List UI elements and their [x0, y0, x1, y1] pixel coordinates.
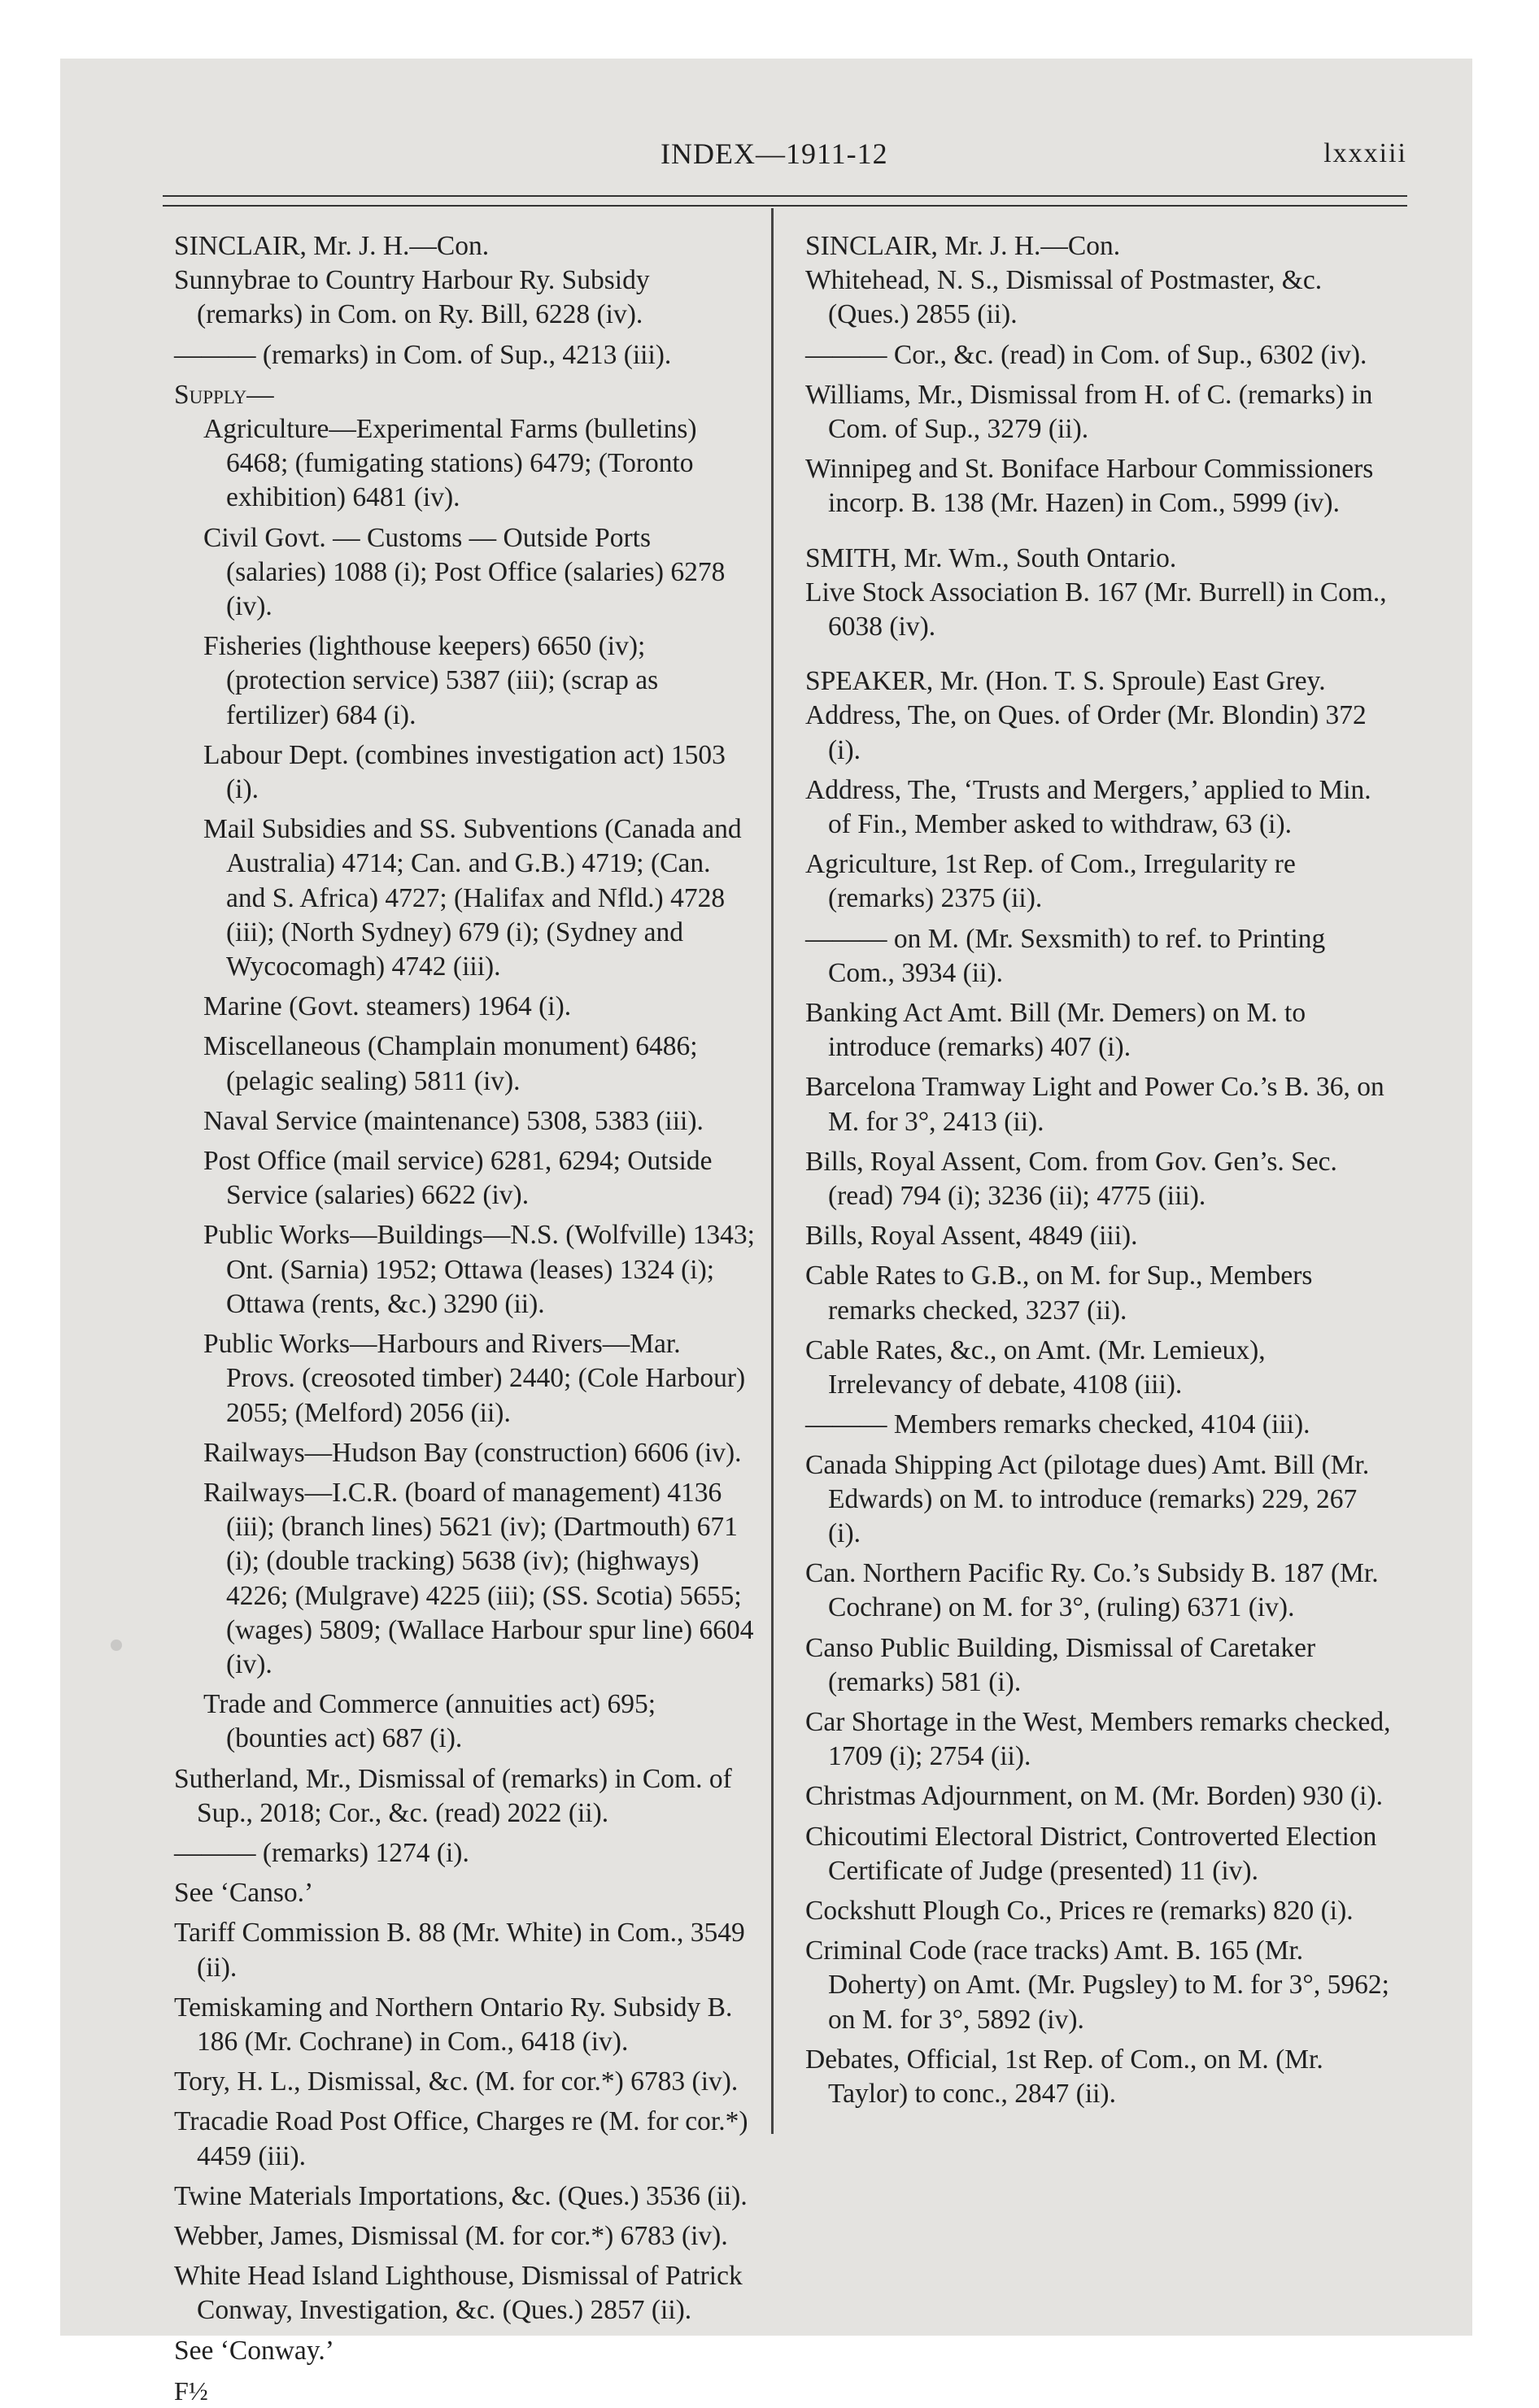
- index-entry: Winnipeg and St. Boniface Harbour Commissioners incorp. B. 138 (Mr. Hazen) in Com., 5999 (iv).: [805, 454, 1374, 519]
- index-entry: Webber, James, Dismissal (M. for cor.*) 6783 (iv).: [174, 2220, 728, 2251]
- index-entry: Civil Govt. — Customs — Outside Ports (salaries) 1088 (i); Post Office (salaries) 6278 (iv).: [203, 522, 726, 622]
- index-entry: Banking Act Amt. Bill (Mr. Demers) on M. to introduce (remarks) 407 (i).: [805, 998, 1306, 1063]
- index-entry: Whitehead, N. S., Dismissal of Postmaster, &c. (Ques.) 2855 (ii).: [805, 265, 1323, 330]
- index-entry: ——— on M. (Mr. Sexsmith) to ref. to Printing Com., 3934 (ii).: [805, 923, 1326, 988]
- running-title: INDEX—1911-12: [661, 137, 888, 170]
- left-bottom-list: [174, 1762, 755, 2368]
- index-entry: Live Stock Association B. 167 (Mr. Burrell) in Com., 6038 (iv).: [805, 577, 1387, 642]
- index-entry: Cockshutt Plough Co., Prices re (remarks) 820 (i).: [805, 1895, 1354, 1926]
- index-entry: Chicoutimi Electoral District, Controverted Election Certificate of Judge (presented) 11 (iv).: [805, 1821, 1377, 1886]
- index-entry: Cable Rates, &c., on Amt. (Mr. Lemieux), Irrelevancy of debate, 4108 (iii).: [805, 1335, 1266, 1400]
- speaker-heading: SPEAKER, Mr. (Hon. T. S. Sproule) East Grey.: [805, 666, 1326, 697]
- index-entry: Temiskaming and Northern Ontario Ry. Subsidy B. 186 (Mr. Cochrane) in Com., 6418 (iv).: [174, 1992, 733, 2057]
- index-entry: Williams, Mr., Dismissal from H. of C. (remarks) in Com. of Sup., 3279 (ii).: [805, 379, 1373, 445]
- index-entry: Twine Materials Importations, &c. (Ques.) 3536 (ii).: [174, 2180, 748, 2211]
- index-entry: See ‘Canso.’: [174, 1878, 314, 1909]
- index-entry: Can. Northern Pacific Ry. Co.’s Subsidy B. 187 (Mr. Cochrane) on M. for 3°, (ruling) 6371 (iv).: [805, 1558, 1379, 1623]
- index-entry: Barcelona Tramway Light and Power Co.’s B. 36, on M. for 3°, 2413 (ii).: [805, 1072, 1384, 1137]
- index-entry: See ‘Conway.’: [174, 2335, 334, 2366]
- index-entry: Naval Service (maintenance) 5308, 5383 (iii).: [203, 1105, 704, 1136]
- speaker-list: [805, 699, 1391, 2111]
- supply-list: [174, 412, 755, 1757]
- index-heading: SINCLAIR, Mr. J. H.—Con.: [174, 231, 490, 261]
- index-entry: Address, The, ‘Trusts and Mergers,’ applied to Min. of Fin., Member asked to withdraw, 63 (i).: [805, 774, 1371, 840]
- header-rule-top: [163, 195, 1407, 197]
- index-entry: Sunnybrae to Country Harbour Ry. Subsidy (remarks) in Com. on Ry. Bill, 6228 (iv).: [174, 265, 650, 330]
- index-entry: Railways—I.C.R. (board of management) 4136 (iii); (branch lines) 5621 (iv); (Dartmouth) 671 (i); (double tracking) 5638 (iv); (highways) 4226; (Mulgrave) 4225 (iii); (SS. Scotia) 5655; (wages) 5809; (Wallace Harbour spur line) 6604 (iv).: [203, 1477, 754, 1679]
- index-entry: Labour Dept. (combines investigation act) 1503 (i).: [203, 739, 726, 805]
- index-entry: Sutherland, Mr., Dismissal of (remarks) in Com. of Sup., 2018; Cor., &c. (read) 2022 (ii).: [174, 1763, 732, 1828]
- index-entry: Trade and Commerce (annuities act) 695; (bounties act) 687 (i).: [203, 1689, 656, 1754]
- index-entry: Christmas Adjournment, on M. (Mr. Borden) 930 (i).: [805, 1781, 1383, 1812]
- sinclair-list: [805, 263, 1391, 520]
- index-entry: Bills, Royal Assent, Com. from Gov. Gen’s. Sec. (read) 794 (i); 3236 (ii); 4775 (iii).: [805, 1146, 1337, 1212]
- index-entry: Public Works—Harbours and Rivers—Mar. Provs. (creosoted timber) 2440; (Cole Harbour) 2055; (Melford) 2056 (ii).: [203, 1329, 746, 1428]
- index-entry: Tory, H. L., Dismissal, &c. (M. for cor.*) 6783 (iv).: [174, 2066, 739, 2097]
- index-entry: Car Shortage in the West, Members remarks checked, 1709 (i); 2754 (ii).: [805, 1706, 1391, 1772]
- margin-speck: [111, 1639, 122, 1651]
- index-entry: Miscellaneous (Champlain monument) 6486; (pelagic sealing) 5811 (iv).: [203, 1031, 698, 1096]
- index-entry: Address, The, on Ques. of Order (Mr. Blondin) 372 (i).: [805, 700, 1367, 765]
- index-entry: Post Office (mail service) 6281, 6294; Outside Service (salaries) 6622 (iv).: [203, 1146, 713, 1211]
- index-entry: Bills, Royal Assent, 4849 (iii).: [805, 1221, 1138, 1252]
- index-entry: ——— Members remarks checked, 4104 (iii).: [805, 1409, 1310, 1440]
- right-column: [805, 229, 1391, 2117]
- index-entry: Marine (Govt. steamers) 1964 (i).: [203, 991, 572, 1022]
- index-entry: Canada Shipping Act (pilotage dues) Amt. Bill (Mr. Edwards) on M. to introduce (remarks) 229, 267 (i).: [805, 1449, 1370, 1548]
- index-entry: Criminal Code (race tracks) Amt. B. 165 (Mr. Doherty) on Amt. (Mr. Pugsley) to M. for 3°, 5962; on M. for 3°, 5892 (iv).: [805, 1936, 1389, 2035]
- signature-mark: F½: [174, 2375, 208, 2406]
- column-divider: [771, 208, 774, 2134]
- header-rule-bottom: [163, 205, 1407, 207]
- smith-list: [805, 576, 1391, 644]
- page-number: lxxxiii: [1323, 138, 1407, 168]
- index-entry: Canso Public Building, Dismissal of Caretaker (remarks) 581 (i).: [805, 1632, 1316, 1697]
- index-entry: Public Works—Buildings—N.S. (Wolfville) 1343; Ont. (Sarnia) 1952; Ottawa (leases) 1324 (i); Ottawa (rents, &c.) 3290 (ii).: [203, 1220, 755, 1319]
- index-entry: Debates, Official, 1st Rep. of Com., on M. (Mr. Taylor) to conc., 2847 (ii).: [805, 2044, 1323, 2109]
- index-entry: Tariff Commission B. 88 (Mr. White) in Com., 3549 (ii).: [174, 1918, 745, 1983]
- index-entry: Cable Rates to G.B., on M. for Sup., Members remarks checked, 3237 (ii).: [805, 1261, 1313, 1326]
- index-entry: Agriculture—Experimental Farms (bulletins) 6468; (fumigating stations) 6479; (Toronto exhibition) 6481 (iv).: [203, 414, 697, 513]
- index-entry: Tracadie Road Post Office, Charges re (M. for cor.*) 4459 (iii).: [174, 2106, 748, 2171]
- index-entry: Mail Subsidies and SS. Subventions (Canada and Australia) 4714; Can. and G.B.) 4719; (Can. and S. Africa) 4727; (Halifax and Nfld.) 4728 (iii); (North Sydney) 679 (i); (Sydney and Wycocomagh) 4742 (iii).: [203, 814, 742, 982]
- index-entry: Agriculture, 1st Rep. of Com., Irregularity re (remarks) 2375 (ii).: [805, 849, 1296, 914]
- index-entry: ——— (remarks) in Com. of Sup., 4213 (iii).: [174, 339, 672, 370]
- index-entry: White Head Island Lighthouse, Dismissal of Patrick Conway, Investigation, &c. (Ques.) 2857 (ii).: [174, 2261, 743, 2326]
- index-entry: ——— (remarks) 1274 (i).: [174, 1837, 469, 1868]
- index-entry: Railways—Hudson Bay (construction) 6606 (iv).: [203, 1437, 742, 1468]
- index-heading: SINCLAIR, Mr. J. H.—Con.: [805, 231, 1121, 261]
- left-column: [174, 229, 755, 2408]
- index-entry: Fisheries (lighthouse keepers) 6650 (iv); (protection service) 5387 (iii); (scrap as fertilizer) 684 (i).: [203, 631, 659, 730]
- supply-label: Supply—: [174, 379, 274, 410]
- page-header: [163, 130, 1407, 179]
- smith-heading: SMITH, Mr. Wm., South Ontario.: [805, 542, 1177, 573]
- index-entry: ——— Cor., &c. (read) in Com. of Sup., 6302 (iv).: [805, 339, 1367, 370]
